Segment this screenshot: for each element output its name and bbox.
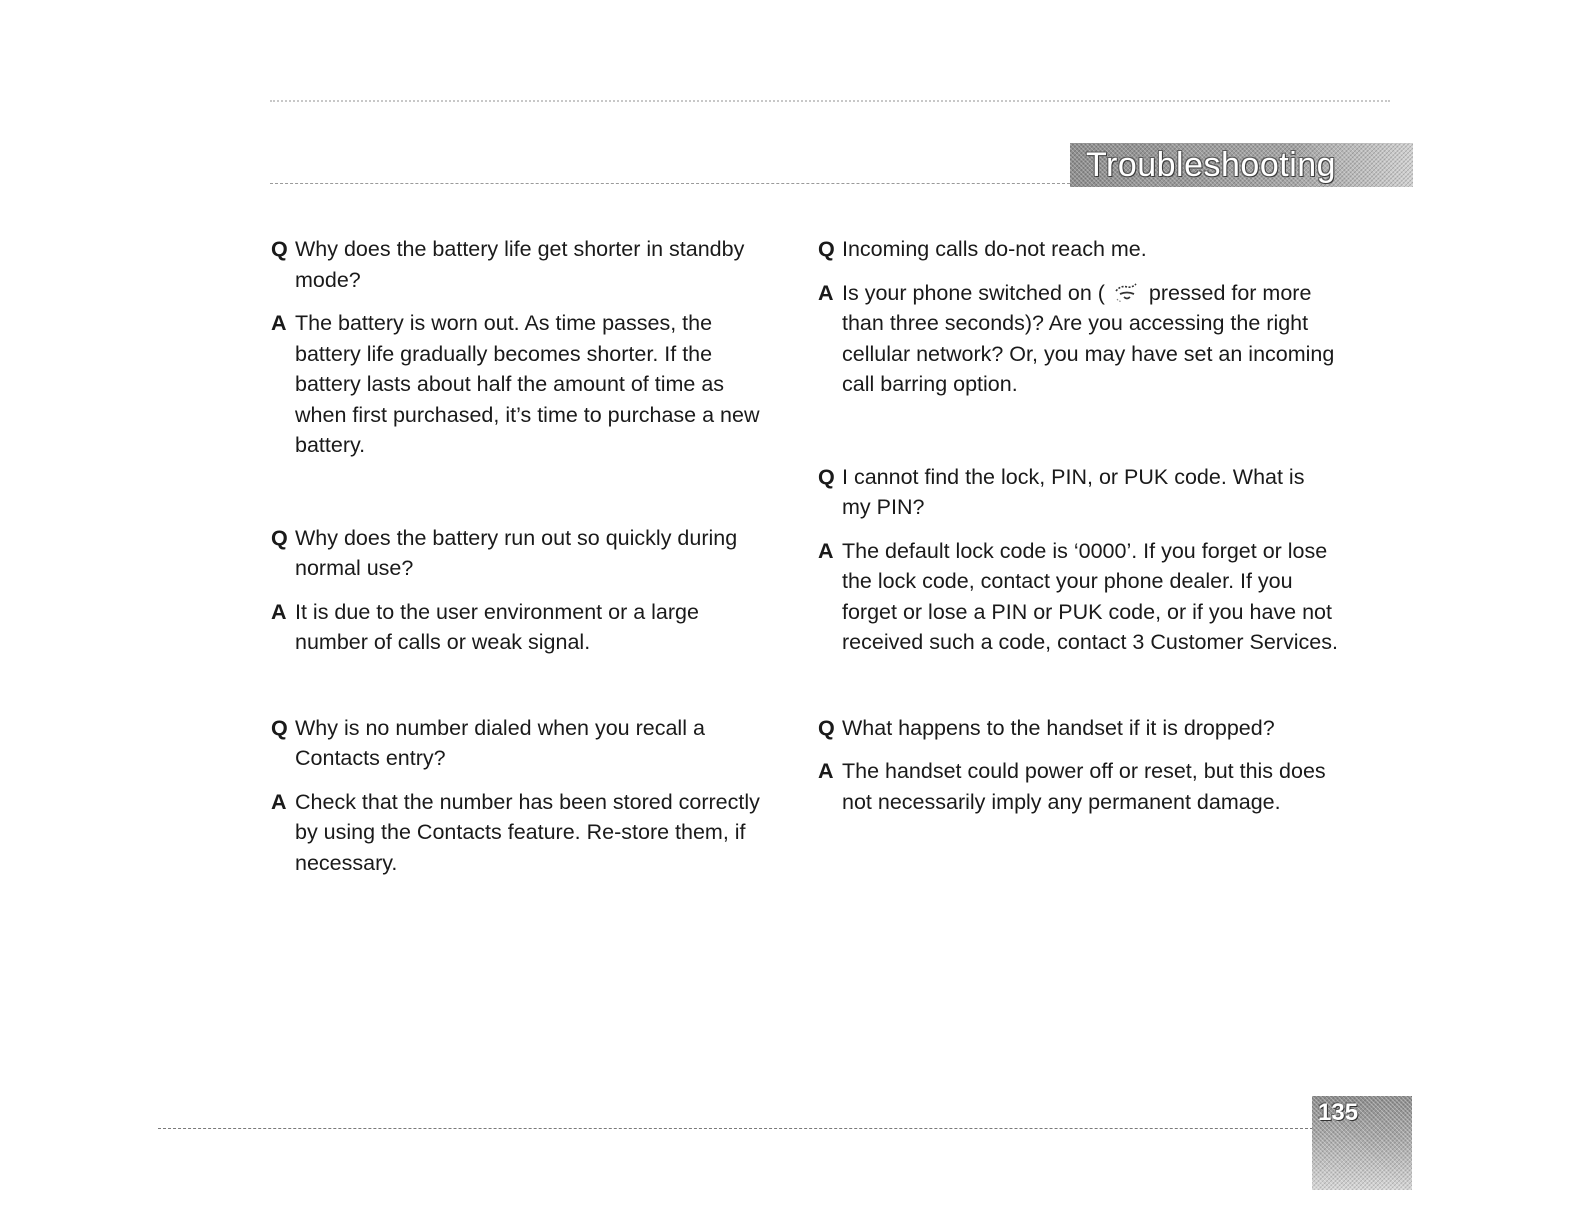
page-number: 135 <box>1318 1099 1359 1126</box>
a-marker: A <box>271 599 287 624</box>
answer-text: It is due to the user environment or a large number of calls or weak signal. <box>295 599 699 654</box>
q-marker: Q <box>271 525 288 550</box>
qa-item <box>818 713 1338 818</box>
q-marker: Q <box>818 237 835 261</box>
a-marker: A <box>818 759 834 783</box>
question <box>818 234 1338 265</box>
section-title: Troubleshooting <box>1086 146 1337 184</box>
answer-text: The battery is worn out. As time passes, the battery life gradually becomes shorter. If the battery lasts about half the amount of time as when first purchased, it’s time to purchase a new battery. <box>295 311 760 457</box>
answer-text-end: pressed for more than three seconds)? Are you accessing the right cellular network? Or, you may have set an incoming call barring option. <box>842 280 1335 396</box>
qa-item <box>271 234 771 461</box>
top-dotted-rule <box>270 100 1390 102</box>
answer <box>818 536 1338 658</box>
header-rule <box>270 183 1070 184</box>
a-marker: A <box>271 789 287 814</box>
q-marker: Q <box>818 715 835 740</box>
q-marker: Q <box>271 715 288 740</box>
qa-item <box>818 462 1338 658</box>
question <box>818 713 1338 744</box>
question <box>271 713 771 774</box>
question-text: Why does the battery run out so quickly during normal use? <box>295 525 738 580</box>
question-text: Incoming calls do-not reach me. <box>842 237 1147 261</box>
a-marker: A <box>818 280 834 305</box>
qa-item <box>271 523 771 658</box>
question <box>818 462 1338 523</box>
answer-text: The handset could power off or reset, but this does not necessarily imply any permanent damage. <box>842 759 1326 814</box>
q-marker: Q <box>271 237 288 261</box>
power-key-icon <box>1113 281 1141 303</box>
answer <box>818 278 1338 400</box>
qa-item <box>271 713 771 879</box>
answer-text-start: Is your phone switched on ( <box>842 280 1105 305</box>
question-text: Why is no number dialed when you recall a Contacts entry? <box>295 715 705 770</box>
answer-text: Check that the number has been stored correctly by using the Contacts feature. Re-store them, if necessary. <box>295 789 760 875</box>
a-marker: A <box>271 311 287 335</box>
question-text: Why does the battery life get shorter in standby mode? <box>295 237 745 292</box>
answer-text: The default lock code is ‘0000’. If you forget or lose the lock code, contact your phone dealer. If you forget or lose a PIN or PUK code, or if you have not received such a code, contact 3 Customer Services. <box>842 538 1338 654</box>
question <box>271 523 771 584</box>
answer <box>271 597 771 658</box>
right-column <box>818 234 1338 817</box>
a-marker: A <box>818 538 834 563</box>
question-text: What happens to the handset if it is dropped? <box>842 715 1275 740</box>
q-marker: Q <box>818 464 835 489</box>
answer <box>271 308 771 461</box>
left-column <box>271 234 771 878</box>
question-text: I cannot find the lock, PIN, or PUK code. What is my PIN? <box>842 464 1305 519</box>
qa-item <box>818 234 1338 400</box>
page-number-tab <box>1312 1096 1412 1190</box>
footer-dashed-rule <box>158 1128 1313 1129</box>
answer <box>271 787 771 879</box>
question <box>271 234 771 295</box>
section-header-tab <box>1070 143 1413 187</box>
answer <box>818 756 1338 817</box>
